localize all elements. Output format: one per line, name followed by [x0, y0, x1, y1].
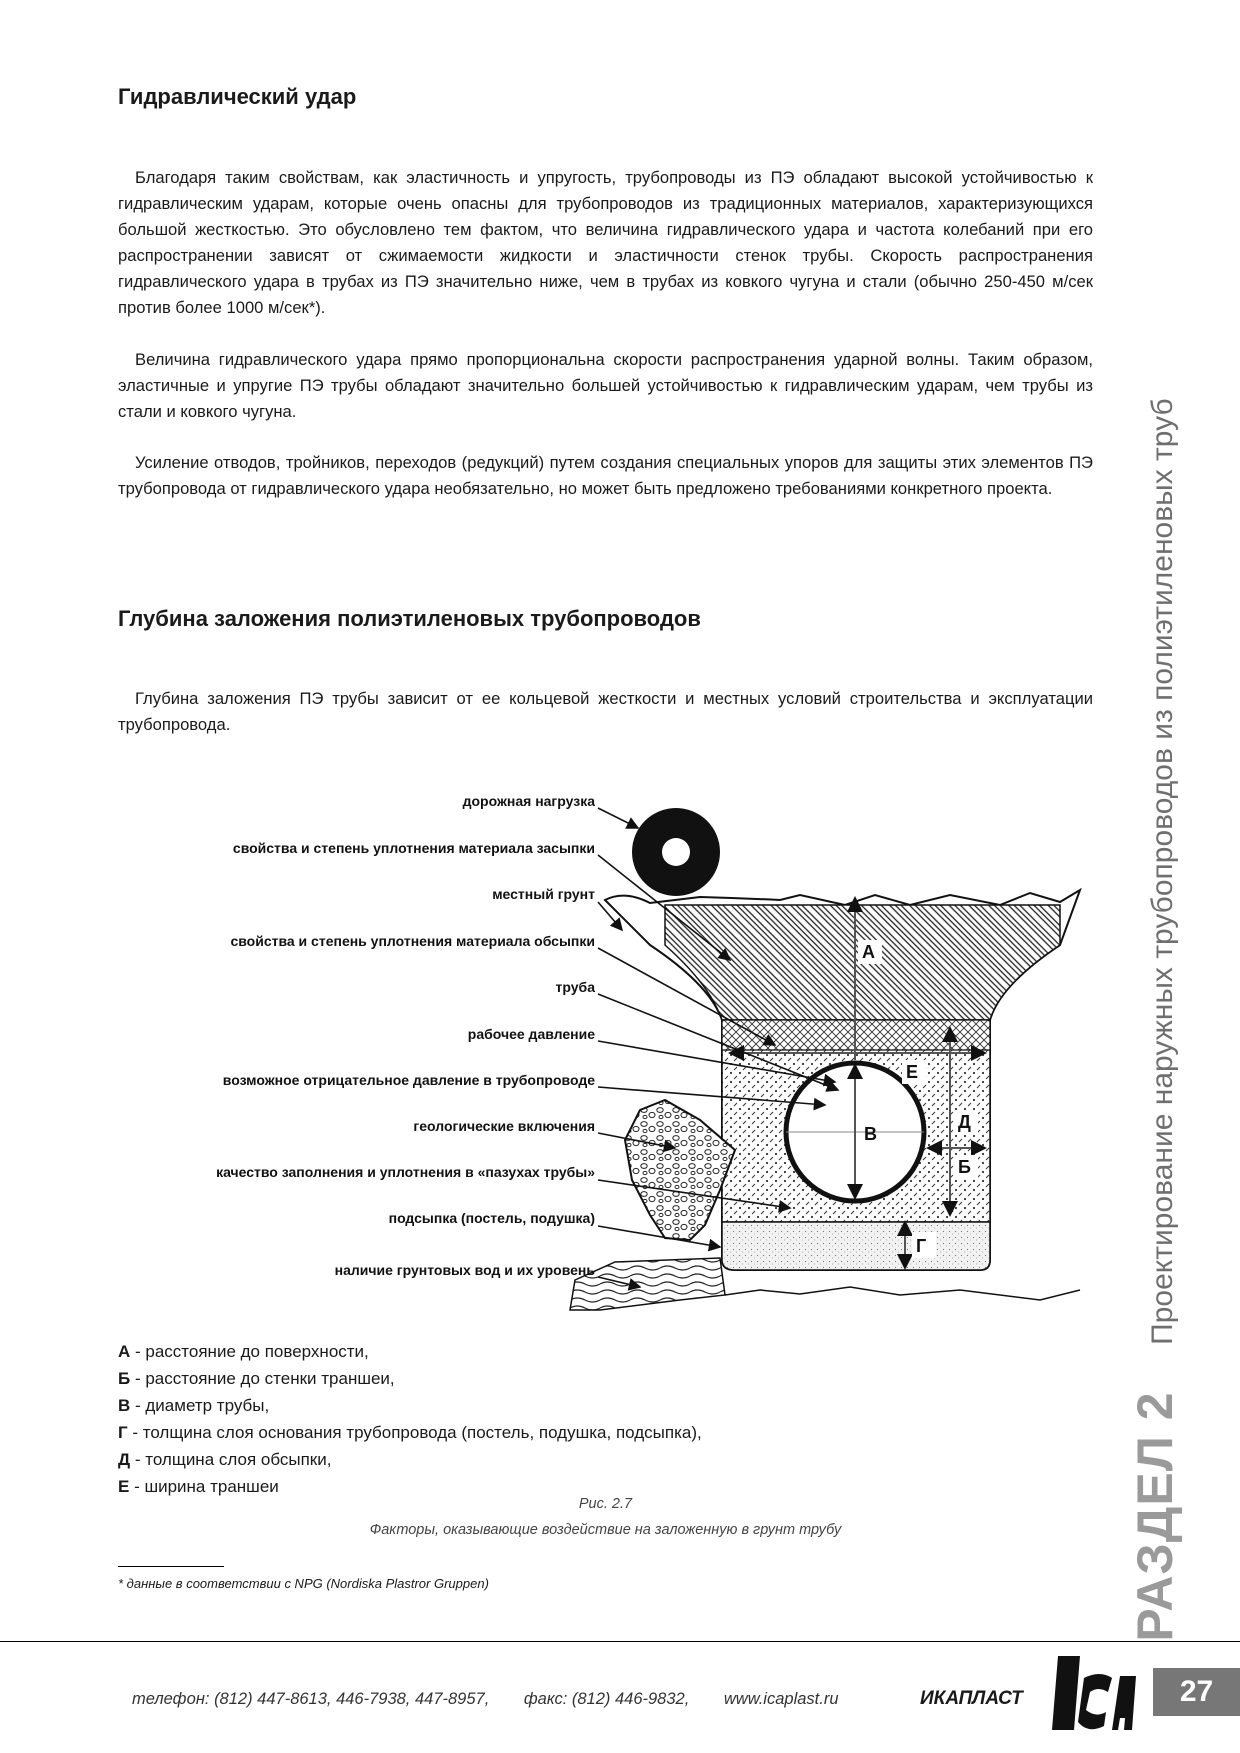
dim-label-e: Е [906, 1062, 919, 1082]
dim-label-v: В [864, 1124, 877, 1144]
section-side-title [1126, 398, 1184, 1641]
label-bedding: подсыпка (постель, подушка) [388, 1210, 595, 1226]
label-geological: геологические включения [413, 1118, 595, 1134]
footer-divider [0, 1641, 1240, 1642]
label-pipe: труба [555, 979, 595, 995]
trench-diagram [0, 770, 1100, 1330]
section-title: Проектирование наружных трубопроводов из полиэтиленовых труб [1146, 398, 1179, 1345]
page-number: 27 [1153, 1668, 1240, 1716]
label-local-soil: местный грунт [492, 886, 595, 902]
label-road-load: дорожная нагрузка [462, 793, 595, 809]
footer-phone: телефон: (812) 447-8613, 446-7938, 447-8957, [132, 1690, 490, 1708]
section-heading-depth: Глубина заложения полиэтиленовых трубопроводов [118, 606, 701, 631]
label-working-pressure: рабочее давление [467, 1026, 595, 1042]
ica-logo-icon [1040, 1648, 1140, 1738]
footnote: * данные в соответствии с NPG (Nordiska Plastror Gruppen) [118, 1576, 489, 1591]
section-label: РАЗДЕЛ 2 [1127, 1391, 1183, 1642]
paragraph-depth: Глубина заложения ПЭ трубы зависит от ее кольцевой жесткости и местных условий строительства и эксплуатации трубопровода. [118, 689, 1093, 734]
paragraph-3: Усиление отводов, тройников, переходов (редукций) путем создания специальных упоров для защиты этих элементов ПЭ трубопровода от гидравлического удара необязательно, но может быть предложено требованиями конкретного проекта. [118, 453, 1093, 498]
dim-label-a: А [862, 942, 875, 962]
legend-item: В - диаметр трубы, [118, 1396, 270, 1415]
legend-item: Е - ширина траншеи [118, 1477, 279, 1496]
paragraph-2: Величина гидравлического удара прямо пропорциональна скорости распространения ударной волны. Таким образом, эластичные и упругие ПЭ трубы обладают значительно большей устойчивостью к гидравлическим ударам, чем трубы из стали и ковкого чугуна. [118, 350, 1093, 421]
figure-number: Рис. 2.7 [578, 1496, 633, 1512]
label-embedment: свойства и степень уплотнения материала обсыпки [230, 933, 595, 949]
label-groundwater: наличие грунтовых вод и их уровень [334, 1262, 595, 1278]
legend-item: Д - толщина слоя обсыпки, [118, 1450, 332, 1469]
legend-item: Г - толщина слоя основания трубопровода (постель, подушка, подсыпка), [118, 1423, 702, 1442]
svg-text:ICA: ICA [1090, 1733, 1092, 1734]
legend-item: Б - расстояние до стенки траншеи, [118, 1369, 395, 1388]
dim-label-g: Г [916, 1236, 927, 1256]
section-heading-hydraulic: Гидравлический удар [118, 84, 357, 109]
dimension-legend [118, 1338, 702, 1500]
brand-name: ИКАПЛАСТ [920, 1688, 1023, 1709]
footer-website-link[interactable]: www.icaplast.ru [723, 1690, 839, 1708]
label-backfill: свойства и степень уплотнения материала засыпки [232, 840, 595, 856]
label-negative-pressure: возможное отрицательное давление в трубопроводе [222, 1072, 595, 1088]
dim-label-b: Б [958, 1157, 971, 1177]
paragraph-1: Благодаря таким свойствам, как эластичность и упругость, трубопроводы из ПЭ обладают высокой устойчивостью к гидравлическим ударам, которые очень опасны для трубопроводов из традиционных материалов, характеризующихся большой жесткостью. Это обусловлено тем фактом, что величина гидравлического удара и частота колебаний при его распространении зависят от сжимаемости жидкости и эластичности стенок трубы. Скорость распространения гидравлического удара в трубах из ПЭ значительно ниже, чем в трубах из ковкого чугуна и стали (обычно 250-450 м/сек против более 1000 м/сек*). [118, 168, 1093, 317]
footer-contacts [132, 1690, 869, 1709]
footnote-divider [118, 1566, 224, 1567]
legend-item: А - расстояние до поверхности, [118, 1342, 369, 1361]
label-haunch: качество заполнения и уплотнения в «пазухах трубы» [216, 1164, 595, 1180]
figure-caption: Факторы, оказывающие воздействие на заложенную в грунт трубу [369, 1522, 842, 1538]
footer-fax: факс: (812) 446-9832, [523, 1690, 690, 1708]
dim-label-d: Д [958, 1112, 971, 1132]
